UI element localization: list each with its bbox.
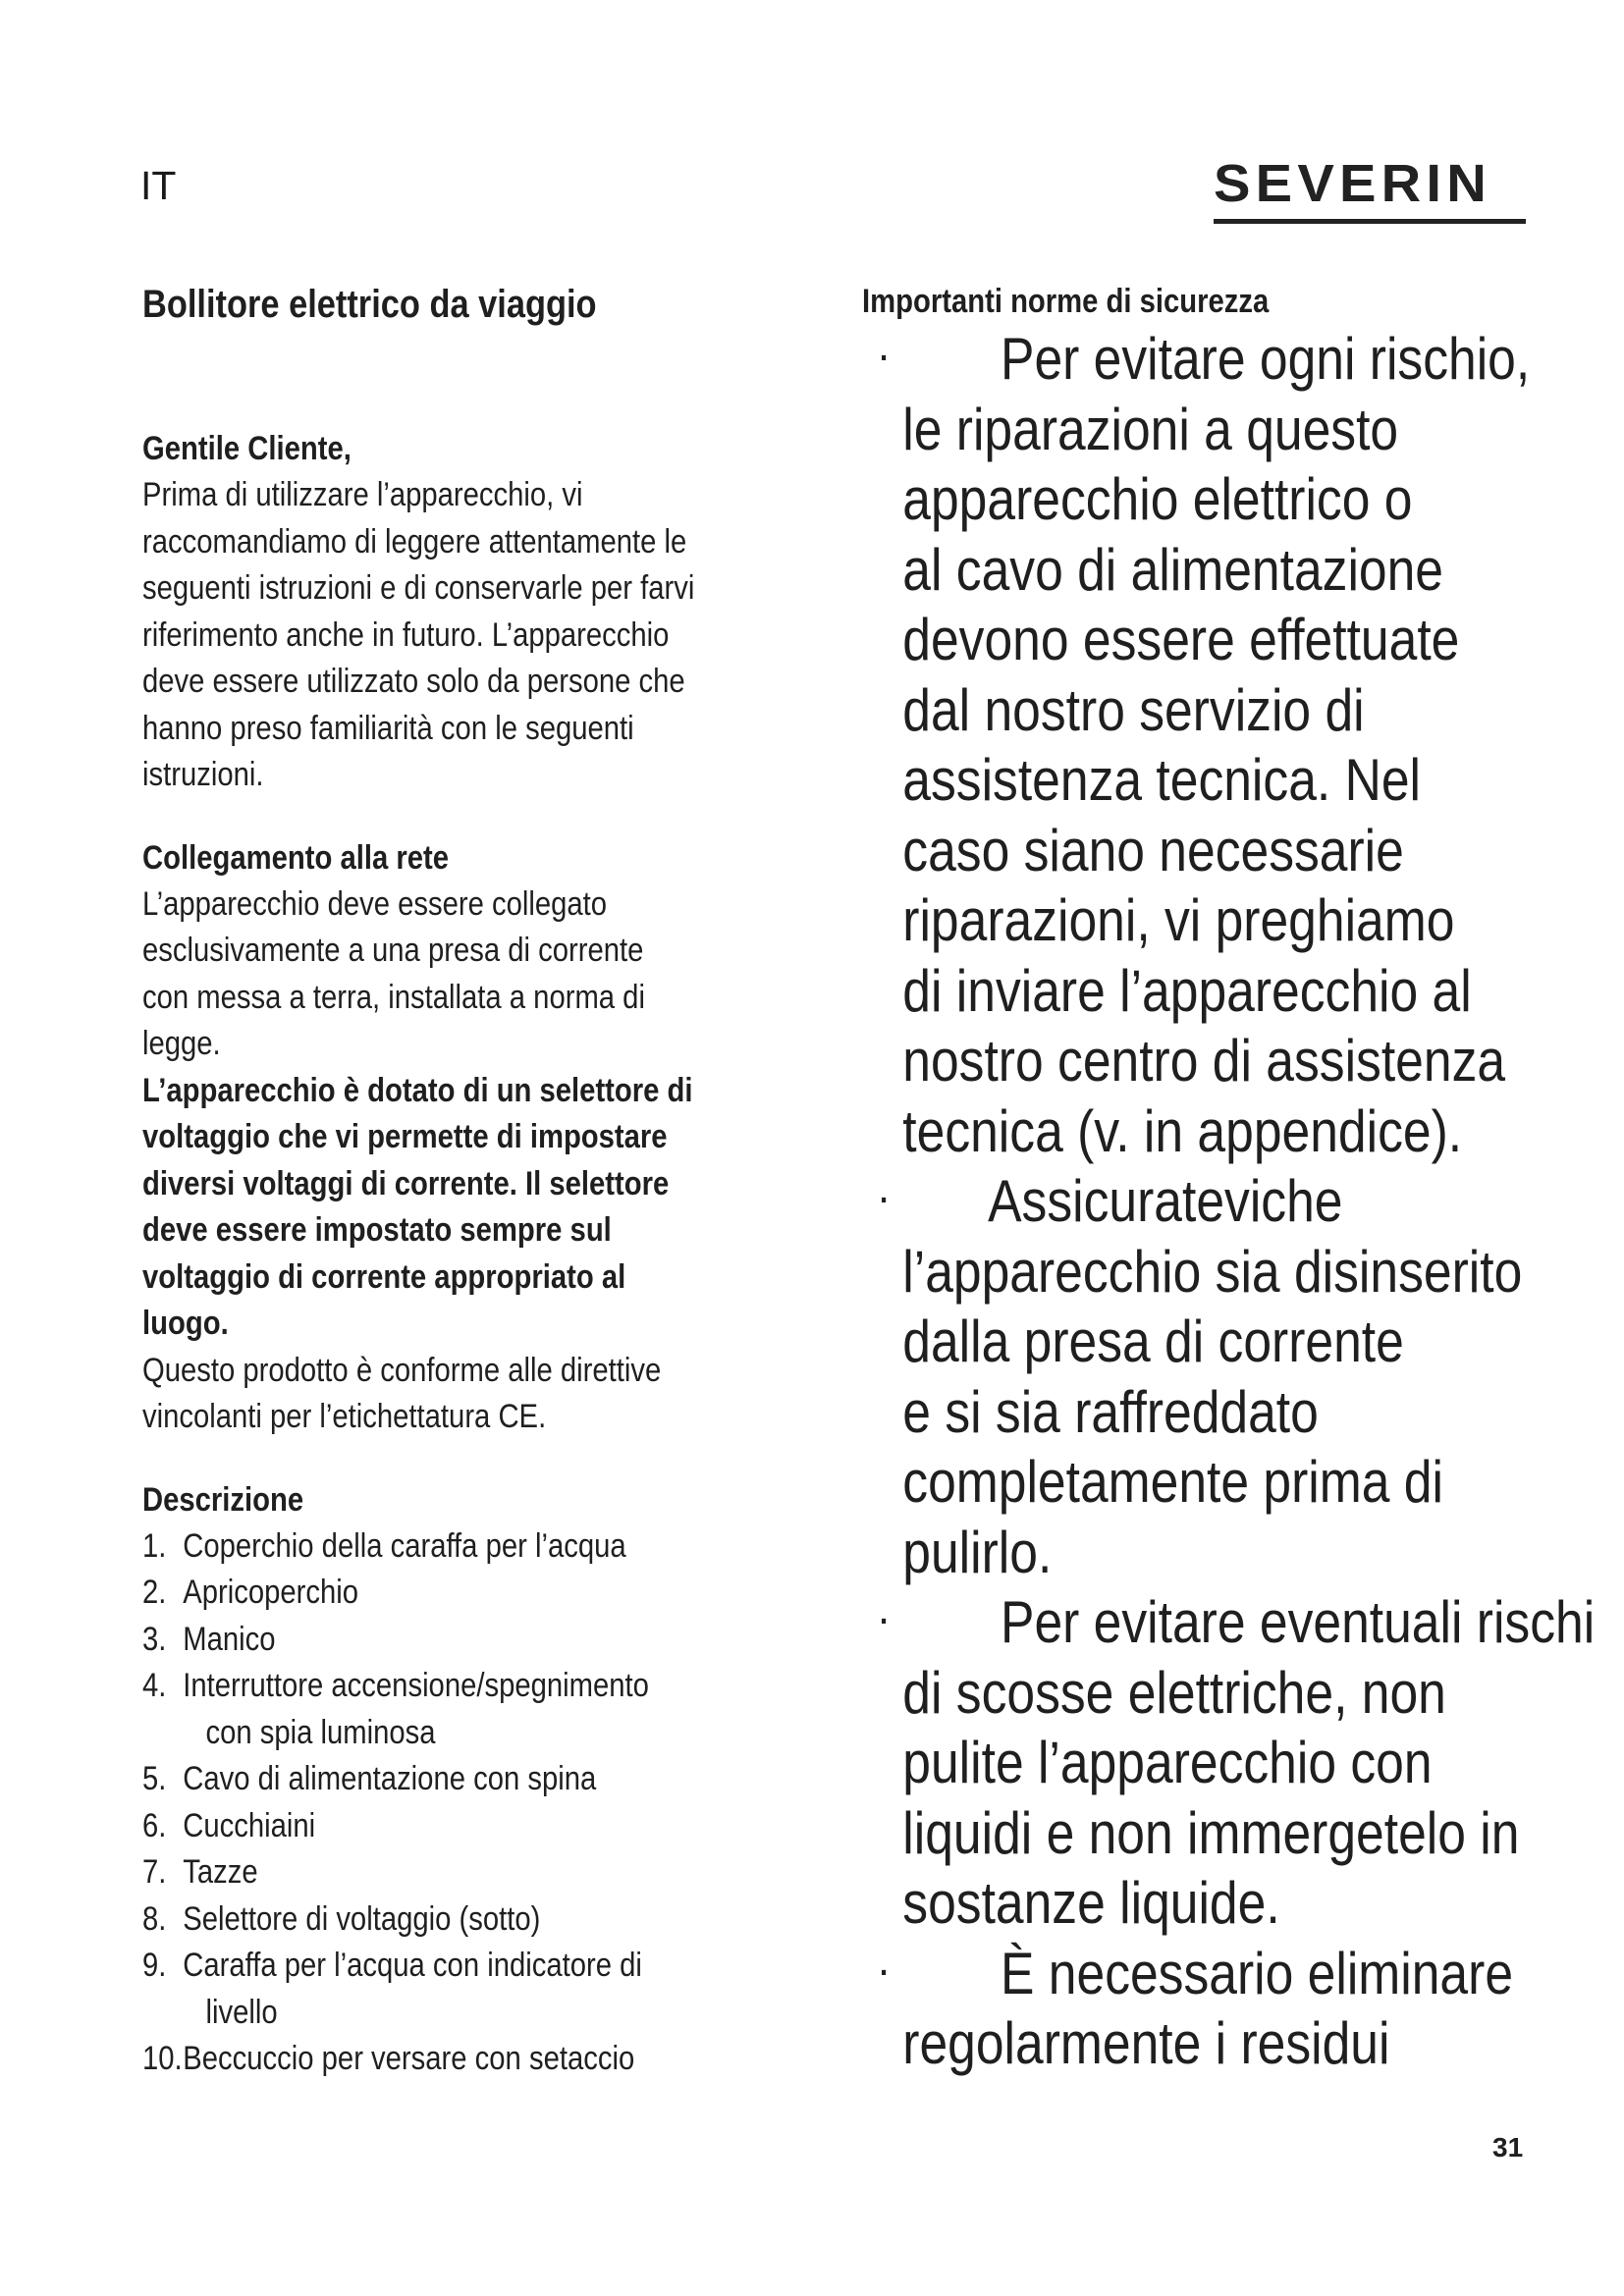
rule-line: · Per evitare ogni rischio, bbox=[862, 324, 1504, 395]
item-number: 8. bbox=[142, 1899, 167, 1938]
parts-list bbox=[142, 1523, 733, 2083]
safety-rule bbox=[862, 324, 1531, 1166]
safety-heading: Importanti norme di sicurezza bbox=[862, 283, 1270, 320]
item-text: Beccuccio per versare con setaccio bbox=[183, 2040, 635, 2077]
rule-line: devono essere effettuate bbox=[902, 607, 1460, 672]
voltage-warning-line: deve essere impostato sempre sul bbox=[142, 1211, 612, 1249]
list-item bbox=[142, 1896, 733, 1944]
document-title: Bollitore elettrico da viaggio bbox=[142, 283, 597, 326]
greeting-line: istruzioni. bbox=[142, 756, 264, 793]
rule-line: pulite l’apparecchio con bbox=[902, 1730, 1433, 1795]
connection-section bbox=[142, 835, 733, 1441]
list-item bbox=[142, 1849, 733, 1896]
bullet-icon: · bbox=[880, 1953, 890, 1992]
greeting-line: riferimento anche in futuro. L’apparecchio bbox=[142, 615, 670, 654]
rule-line: tecnica (v. in appendice). bbox=[902, 1097, 1463, 1164]
greeting-line: deve essere utilizzato solo da persone che bbox=[142, 663, 685, 700]
rule-line: al cavo di alimentazione bbox=[902, 536, 1444, 603]
rule-line: completamente prima di bbox=[902, 1449, 1443, 1515]
safety-rule bbox=[862, 1587, 1596, 1939]
rule-line: di inviare l’apparecchio al bbox=[902, 957, 1472, 1024]
ce-note-line: Questo prodotto è conforme alle direttive bbox=[142, 1351, 662, 1389]
list-item-continuation: con spia luminosa bbox=[205, 1713, 436, 1751]
list-item-continuation: livello bbox=[205, 1993, 278, 2031]
list-item bbox=[142, 1663, 733, 1710]
right-column bbox=[862, 280, 1608, 2079]
language-code: IT bbox=[140, 163, 177, 208]
item-number: 5. bbox=[142, 1760, 167, 1797]
item-text: Apricoperchio bbox=[183, 1574, 359, 1611]
item-text: Tazze bbox=[183, 1853, 258, 1891]
list-item bbox=[142, 1803, 733, 1850]
greeting-line: Prima di utilizzare l’apparecchio, vi bbox=[142, 476, 583, 513]
item-text: Manico bbox=[183, 1620, 276, 1658]
item-text: Interruttore accensione/spegnimento bbox=[183, 1667, 649, 1704]
connection-heading: Collegamento alla rete bbox=[142, 838, 449, 877]
brand-logo bbox=[1214, 154, 1526, 224]
greeting-line: hanno preso familiarità con le seguenti bbox=[142, 709, 634, 747]
rule-line: liquidi e non immergetelo in bbox=[902, 1799, 1520, 1866]
greeting-heading: Gentile Cliente, bbox=[142, 430, 352, 467]
brand-logo-text: SEVERIN bbox=[1214, 154, 1491, 213]
greeting-line: seguenti istruzioni e di conservarle per farvi bbox=[142, 569, 695, 607]
list-item bbox=[142, 2036, 733, 2083]
rule-line: dalla presa di corrente bbox=[902, 1308, 1404, 1374]
greeting-line: raccomandiamo di leggere attentamente le bbox=[142, 522, 687, 561]
brand-logo-underline bbox=[1214, 219, 1526, 224]
rule-line: regolarmente i residui bbox=[902, 2010, 1390, 2076]
left-column bbox=[142, 280, 830, 2083]
item-text: Selettore di voltaggio (sotto) bbox=[183, 1899, 541, 1938]
item-number: 6. bbox=[142, 1806, 167, 1844]
item-number: 7. bbox=[142, 1853, 167, 1891]
right-column-text bbox=[862, 280, 1596, 2079]
rule-line: assistenza tecnica. Nel bbox=[902, 747, 1421, 813]
rule-line: caso siano necessarie bbox=[902, 817, 1404, 883]
ce-note-line: vincolanti per l’etichettatura CE. bbox=[142, 1398, 547, 1435]
rule-line: riparazioni, vi preghiamo bbox=[902, 887, 1455, 953]
item-number: 4. bbox=[142, 1667, 167, 1704]
bullet-icon: · bbox=[880, 1182, 890, 1219]
list-item bbox=[142, 1943, 733, 1990]
description-section bbox=[142, 1477, 733, 2083]
connection-line: L’apparecchio deve essere collegato bbox=[142, 884, 608, 923]
item-text: Cavo di alimentazione con spina bbox=[183, 1760, 597, 1797]
rule-line: nostro centro di assistenza bbox=[902, 1028, 1506, 1094]
rule-line: apparecchio elettrico o bbox=[902, 466, 1413, 532]
safety-rules bbox=[862, 324, 1596, 2079]
rule-line: le riparazioni a questo bbox=[902, 396, 1399, 462]
voltage-warning-line: diversi voltaggi di corrente. Il selettore bbox=[142, 1164, 670, 1202]
bullet-icon: · bbox=[880, 340, 890, 377]
voltage-warning-line: luogo. bbox=[142, 1305, 229, 1342]
rule-line: l’apparecchio sia disinserito bbox=[902, 1238, 1523, 1305]
connection-line: esclusivamente a una presa di corrente bbox=[142, 932, 644, 969]
item-number: 2. bbox=[142, 1574, 167, 1611]
item-number: 10. bbox=[142, 2040, 183, 2077]
item-text: Cucchiaini bbox=[183, 1806, 316, 1844]
item-number: 9. bbox=[142, 1947, 167, 1984]
list-item bbox=[142, 1523, 733, 1571]
rule-line: sostanze liquide. bbox=[902, 1870, 1280, 1936]
safety-rule bbox=[862, 1166, 1523, 1587]
safety-rule bbox=[862, 1939, 1514, 2079]
item-text: Coperchio della caraffa per l’acqua bbox=[183, 1526, 626, 1565]
rule-line: dal nostro servizio di bbox=[902, 676, 1365, 743]
connection-line: legge. bbox=[142, 1025, 221, 1062]
list-item bbox=[142, 1756, 733, 1803]
rule-line: e si sia raffreddato bbox=[902, 1378, 1319, 1445]
voltage-warning-line: voltaggio che vi permette di impostare bbox=[142, 1118, 668, 1155]
rule-line: · Assicurateviche bbox=[862, 1166, 1504, 1237]
item-number: 1. bbox=[142, 1526, 167, 1565]
left-column-text bbox=[142, 280, 733, 2083]
item-number: 3. bbox=[142, 1620, 167, 1658]
voltage-warning-line: L’apparecchio è dotato di un selettore di bbox=[142, 1071, 693, 1109]
item-text: Caraffa per l’acqua con indicatore di bbox=[183, 1947, 642, 1984]
list-item bbox=[142, 1570, 733, 1617]
rule-line: pulirlo. bbox=[902, 1519, 1053, 1585]
connection-line: con messa a terra, installata a norma di bbox=[142, 978, 645, 1016]
page-number: 31 bbox=[1492, 2132, 1524, 2163]
voltage-warning-line: voltaggio di corrente appropriato al bbox=[142, 1257, 626, 1296]
rule-line: · È necessario eliminare bbox=[862, 1939, 1504, 2009]
rule-line: di scosse elettriche, non bbox=[902, 1659, 1446, 1726]
bullet-icon: · bbox=[880, 1603, 890, 1640]
greeting-section bbox=[142, 426, 733, 799]
description-heading: Descrizione bbox=[142, 1480, 304, 1519]
list-item bbox=[142, 1617, 733, 1664]
rule-line: · Per evitare eventuali rischi bbox=[862, 1587, 1504, 1658]
